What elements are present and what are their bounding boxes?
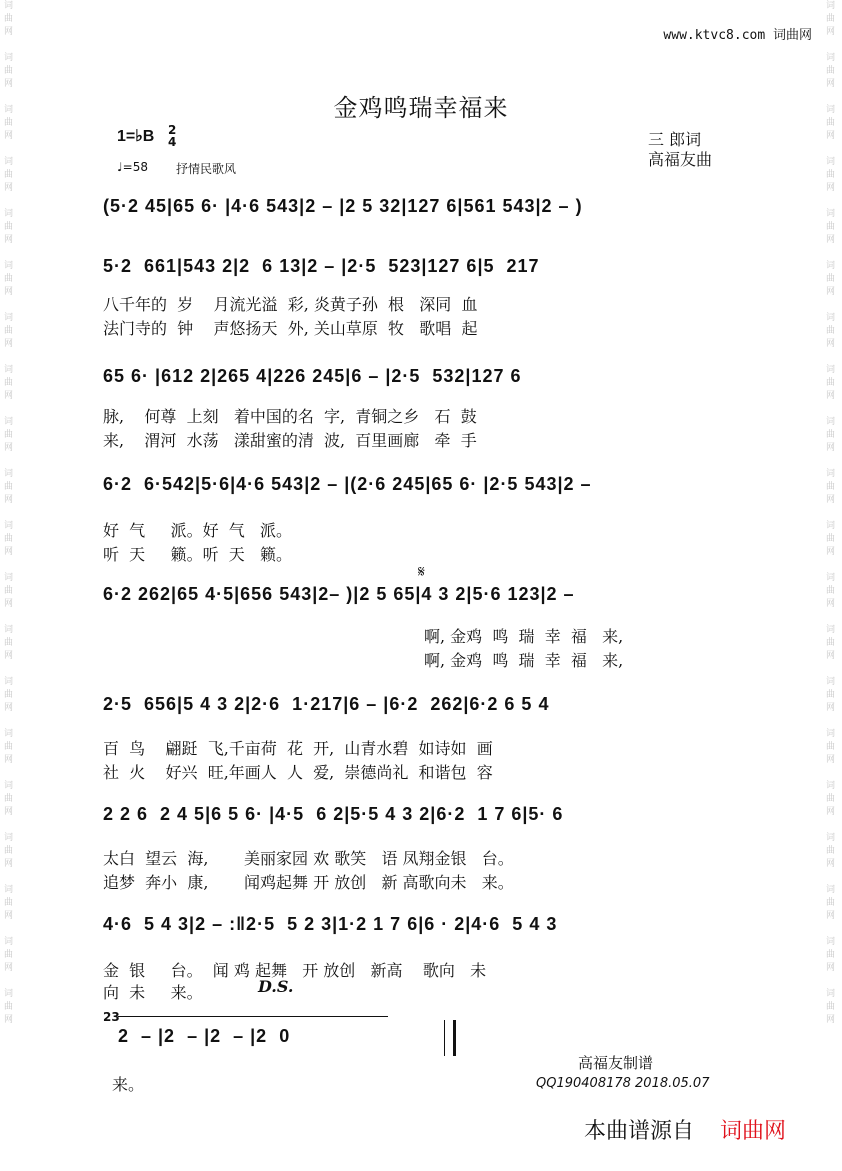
notation: 2·5 656|5 4 3 2|2·6 1·217|6 – |6·2 262|6·2 6 5 4 — [103, 694, 550, 714]
notation: 6·2 6·542|5·6|4·6 543|2 – |(2·6 245|65 6· |2·5 543|2 – — [103, 474, 592, 494]
style-label: 抒情民歌风 — [176, 162, 237, 176]
final-barline — [444, 1020, 456, 1056]
lyric-line: 向 未 来。 — [103, 983, 203, 1002]
lyric-line: 金 银 台。 闻 鸡 起舞 开 放创 新高 歌向 未 — [103, 961, 487, 980]
score-maker: 高福友制谱 — [578, 1054, 654, 1072]
notation: (5·2 45|65 6· |4·6 543|2 – |2 5 32|127 6|561 543|2 – ) — [103, 196, 583, 216]
lyric-line: 听 天 籁。听 天 籁。 — [103, 545, 293, 564]
watermark-left: 词 曲 网 词 曲 网 词 曲 网 词 曲 网 词 曲 网 词 曲 网 词 曲 网 词 曲 网 词 曲 网 词 曲 网 词 曲 网 词 曲 网 词 曲 网 词 曲 网 词 曲 网 词 曲 网 词 曲 网 词 曲 网 词 曲 网 词 曲 网 — [4, 1, 14, 1025]
lyric-line: 八千年的 岁 月流光溢 彩, 炎黄子孙 根 深同 血 — [103, 295, 478, 314]
score-row-5 — [103, 578, 743, 614]
lyric-line: 百 鸟 翩跹 飞,千亩荷 花 开, 山青水碧 如诗如 画 — [103, 739, 493, 758]
contact-date: QQ190408178 2018.05.07 — [536, 1076, 710, 1091]
notation: 6·2 262|65 4·5|656 543|2– )|2 5 65|4 3 2|5·6 123|2 – — [103, 584, 575, 604]
lyric-line: 脉, 何尊 上刻 着中国的名 字, 青铜之乡 石 鼓 — [103, 407, 477, 426]
lyricist: 三 郎词 — [648, 130, 702, 149]
lyric-line: 太白 望云 海, 美丽家园 欢 歌笑 语 凤翔金银 台。 — [103, 849, 514, 868]
notation: 4·6 5 4 3|2 – :‖2·5 5 2 3|1·2 1 7 6|6 · 2|4·6 5 4 3 — [103, 914, 558, 934]
lyric-line: 来, 渭河 水荡 漾甜蜜的清 波, 百里画廊 牵 手 — [103, 431, 477, 450]
score-row-8 — [103, 908, 743, 944]
notation: 2 – |2 – |2 – |2 0 — [118, 1026, 291, 1046]
composer: 高福友曲 — [648, 150, 713, 169]
time-signature: 2 4 — [168, 123, 177, 149]
source-site-link[interactable]: 词曲网 — [720, 1119, 787, 1144]
notation: 65 6· |612 2|265 4|226 245|6 – |2·5 532|127 6 — [103, 366, 522, 386]
tempo-mark: ♩=58 — [117, 160, 148, 174]
lyric-line: 啊, 金鸡 鸣 瑞 幸 福 来, — [424, 651, 624, 670]
score-row-1 — [103, 190, 743, 226]
lyric-line: 法门寺的 钟 声悠扬天 外, 关山草原 牧 歌唱 起 — [103, 319, 478, 338]
lyric-line: 啊, 金鸡 鸣 瑞 幸 福 来, — [424, 627, 624, 646]
lyric-line: 来。 — [112, 1075, 145, 1094]
dal-segno-mark: D.S. — [258, 977, 294, 996]
lyric-line: 追梦 奔小 康, 闻鸡起舞 开 放创 新 高歌向未 来。 — [103, 873, 514, 892]
score-row-6 — [103, 688, 743, 724]
notation: 2 2 6 2 4 5|6 5 6· |4·5 6 2|5·5 4 3 2|6·2 1 7 6|5· 6 — [103, 804, 564, 824]
score-row-4 — [103, 468, 743, 504]
volta-number: 23 — [103, 1010, 120, 1024]
score-row-7 — [103, 798, 743, 834]
watermark-right: 词 曲 网 词 曲 网 词 曲 网 词 曲 网 词 曲 网 词 曲 网 词 曲 网 词 曲 网 词 曲 网 词 曲 网 词 曲 网 词 曲 网 词 曲 网 词 曲 网 词 曲 网 词 曲 网 词 曲 网 词 曲 网 词 曲 网 词 曲 网 — [826, 1, 836, 1025]
score-row-2 — [103, 250, 743, 286]
score-row-3 — [103, 360, 743, 396]
segno-sign: 𝄋 — [418, 562, 425, 581]
site-url[interactable]: www.ktvc8.com 词曲网 — [663, 28, 812, 43]
source-label: 本曲谱源自 — [584, 1119, 695, 1144]
score-row-9 — [118, 1020, 448, 1056]
lyric-line: 社 火 好兴 旺,年画人 人 爱, 崇德尚礼 和谐包 容 — [103, 763, 493, 782]
lyric-line: 好 气 派。好 气 派。 — [103, 521, 293, 540]
key-signature: 1=♭B — [117, 128, 155, 145]
notation: 5·2 661|543 2|2 6 13|2 – |2·5 523|127 6|5 217 — [103, 256, 540, 276]
song-title: 金鸡鸣瑞幸福来 — [333, 94, 509, 122]
